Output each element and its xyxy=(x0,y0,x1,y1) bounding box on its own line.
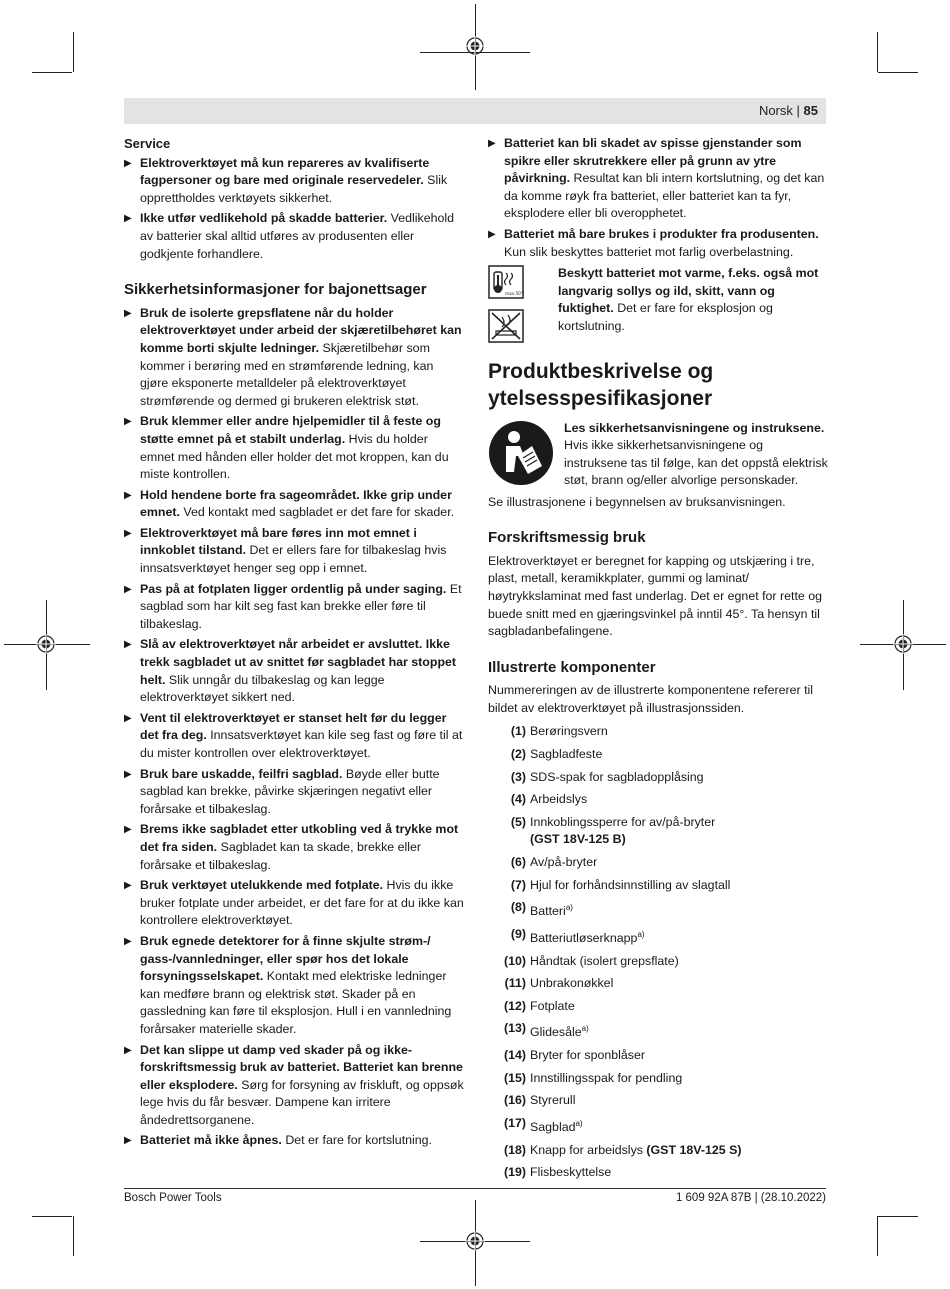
battery-list xyxy=(488,135,828,261)
component-label: Unbrakonøkkel xyxy=(530,976,614,991)
bullet-bold: Batteriet må bare brukes i produkter fra produsenten. xyxy=(504,226,819,241)
bullet-bold: Bruk bare uskadde, feilfri sagblad. xyxy=(140,766,343,781)
component-number: (1) xyxy=(510,724,526,739)
bullet-bold: Ikke utfør vedlikehold på skadde batterier. xyxy=(140,211,388,226)
component-label: Hjul for forhåndsinnstilling av slagtall xyxy=(530,877,731,892)
component-label: Innstillingsspak for pendling xyxy=(530,1070,683,1085)
bullet-item xyxy=(124,155,464,208)
bullet-bold: Bruk verktøyet utelukkende med fotplate. xyxy=(140,878,384,893)
safety-heading: Sikkerhetsinformasjoner for bajonettsager xyxy=(124,281,427,299)
bullet-arrow-icon: ▶ xyxy=(124,639,132,651)
component-label: Arbeidslys xyxy=(530,792,588,807)
component-number: (6) xyxy=(510,855,526,870)
component-label: Flisbeskyttelse xyxy=(530,1165,612,1180)
service-list xyxy=(124,155,464,264)
bullet-arrow-icon: ▶ xyxy=(124,880,132,892)
component-item xyxy=(488,1092,828,1110)
bullet-item xyxy=(124,581,464,634)
footer-rule xyxy=(124,1188,826,1189)
bullet-item xyxy=(124,933,464,1039)
component-number: (12) xyxy=(503,998,526,1013)
bullet-text: Sørg for forsyning av friskluft, og oppsøk lege hvis du får besvær. Dampene kan irritere åndedrettsorganene. xyxy=(140,1077,464,1127)
bullet-bold: Vent til elektroverktøyet er stanset helt før du legger det fra deg. xyxy=(140,710,447,743)
component-label: Batteriutløserknapp xyxy=(530,931,638,946)
footer-brand: Bosch Power Tools xyxy=(124,1192,222,1204)
bullet-text: Slik unngår du tilbakeslag og kan legge elektroverktøyet sikkert ned. xyxy=(140,672,385,705)
component-number: (5) xyxy=(510,814,526,829)
component-number: (18) xyxy=(503,1142,526,1157)
bullet-text: Hvis du ikke bruker fotplate under arbeidet, er det fare for at du ikke kan kontrollere elektroverktøyet. xyxy=(140,878,464,928)
component-label: Glidesåle xyxy=(530,1025,582,1040)
component-item xyxy=(488,953,828,971)
bullet-text: Et sagblad som har kilt seg fast kan brekke eller føre til tilbakeslag. xyxy=(140,581,462,631)
warning-icons xyxy=(488,265,524,343)
page-header xyxy=(124,98,826,124)
component-label: Bryter for sponblåser xyxy=(530,1048,646,1063)
bullet-arrow-icon: ▶ xyxy=(124,583,132,595)
components-heading: Illustrerte komponenter xyxy=(488,658,656,676)
component-label: Batteri xyxy=(530,904,566,919)
bullet-text: Resultat kan bli intern kortslutning, og det kan da komme røyk fra batteriet, eller batteriet kan ta fyr, eksplodere eller bli overopphetet. xyxy=(504,171,825,221)
bullet-bold: Bruk de isolerte grepsflatene når du holder elektroverktøyet under arbeid der skjæretilbehøret kan komme borti skjulte ledninger. xyxy=(140,305,462,355)
no-water-icon xyxy=(488,309,524,343)
crop-mark xyxy=(32,1216,72,1217)
component-label: Berøringsvern xyxy=(530,724,608,739)
component-model: (GST 18V-125 S) xyxy=(646,1142,742,1157)
bullet-item xyxy=(124,710,464,763)
component-number: (10) xyxy=(503,953,526,968)
read-manual-icon xyxy=(488,420,554,486)
components-list xyxy=(488,723,828,1181)
bullet-text: Kun slik beskyttes batteriet mot farlig overbelastning. xyxy=(504,244,794,259)
component-number: (13) xyxy=(503,1021,526,1036)
component-label: Styrerull xyxy=(530,1093,576,1108)
component-label: Håndtak (isolert grepsflate) xyxy=(530,953,679,968)
component-footnote: a) xyxy=(565,903,573,913)
bullet-bold: Bruk klemmer eller andre hjelpemidler til å feste og støtte emnet på et stabilt underlag. xyxy=(140,414,441,446)
bullet-text: Slik opprettholdes verktøyets sikkerhet. xyxy=(140,173,448,205)
page-number: 85 xyxy=(803,103,818,118)
illustrations-note: Se illustrasjonene i begynnelsen av bruksanvisningen. xyxy=(488,494,786,509)
bullet-text: Det er fare for kortslutning. xyxy=(281,1133,433,1148)
component-item xyxy=(488,899,828,921)
heat-warning xyxy=(488,265,828,335)
bullet-text: Skjæretilbehør som kommer i berøring med en strømførende ledning, kan gjøre eksponerte metalldeler på elektroverktøyet strømførende og dermed gi brukeren elektrisk støt. xyxy=(140,340,434,408)
header-language: Norsk xyxy=(758,103,793,118)
component-footnote: a) xyxy=(581,1024,589,1034)
bullet-arrow-icon: ▶ xyxy=(124,307,132,319)
component-item xyxy=(488,1047,828,1065)
bullet-bold: Hold hendene borte fra sageområdet. Ikke grip under emnet. xyxy=(140,487,452,520)
footer-doc-id: 1 609 92A 87B | (28.10.2022) xyxy=(675,1192,826,1204)
component-item xyxy=(488,791,828,809)
bullet-bold: Det kan slippe ut damp ved skader på og ikke-forskriftsmessig bruk av batteriet. Batteriet kan brenne eller eksplodere. xyxy=(140,1042,463,1092)
bullet-item xyxy=(124,525,464,578)
heat-warning-text: Det er fare for eksplosjon og kortslutning. xyxy=(558,301,773,333)
component-label: Sagbladfeste xyxy=(530,747,603,762)
component-item xyxy=(488,926,828,948)
component-item xyxy=(488,877,828,895)
product-heading-line2: ytelsesspesifikasjoner xyxy=(488,386,713,410)
bullet-bold: Batteriet kan bli skadet av spisse gjenstander som spikre eller skrutrekkere eller på grunn av ytre påvirkning. xyxy=(504,136,802,186)
read-manual-text: Hvis ikke sikkerhetsanvisningene og instruksene tas til følge, kan det oppstå elektrisk støt, brann og/eller alvorlige personskader. xyxy=(564,438,828,488)
bullet-text: Hvis du holder emnet med hånden eller holder det mot kroppen, kan du miste kontrollen. xyxy=(140,431,449,482)
bullet-item xyxy=(124,413,464,483)
component-label: Knapp for arbeidslys xyxy=(530,1142,643,1157)
left-column xyxy=(124,135,464,1153)
component-number: (2) xyxy=(510,747,526,762)
component-item xyxy=(488,1020,828,1042)
component-number: (9) xyxy=(510,926,526,941)
bullet-arrow-icon: ▶ xyxy=(124,768,132,780)
bullet-text: Ved kontakt med sagbladet er det fare for skader. xyxy=(179,505,455,520)
component-item xyxy=(488,1164,828,1182)
bullet-arrow-icon: ▶ xyxy=(124,213,132,225)
product-heading-line1: Produktbeskrivelse og xyxy=(488,359,714,383)
registration-mark-icon xyxy=(36,634,56,654)
component-item xyxy=(488,975,828,993)
component-number: (11) xyxy=(504,976,526,991)
bullet-item xyxy=(124,821,464,874)
component-label: Sagblad xyxy=(530,1120,576,1135)
bullet-item xyxy=(124,1042,464,1130)
component-item xyxy=(488,769,828,787)
component-number: (15) xyxy=(503,1070,526,1085)
component-item xyxy=(488,723,828,741)
header-separator: | xyxy=(796,103,800,118)
bullet-bold: Slå av elektroverktøyet når arbeidet er avsluttet. Ikke trekk sagbladet ut av snittet før sagbladet har stoppet helt. xyxy=(140,637,457,687)
read-manual-icon-box xyxy=(488,420,554,492)
component-label: Innkoblingssperre for av/på-bryter xyxy=(530,814,716,829)
bullet-arrow-icon: ▶ xyxy=(488,138,496,149)
component-label: SDS-spak for sagbladopplåsing xyxy=(530,769,704,784)
component-item xyxy=(488,814,828,849)
component-label: Av/på-bryter xyxy=(530,855,598,870)
component-number: (17) xyxy=(503,1115,526,1130)
bullet-arrow-icon: ▶ xyxy=(124,489,132,501)
read-manual-block xyxy=(488,420,828,492)
crop-mark xyxy=(73,1216,74,1256)
bullet-item xyxy=(124,210,464,263)
service-heading: Service xyxy=(124,136,171,151)
max-temp-label: max.50°C xyxy=(505,291,524,297)
registration-mark-icon xyxy=(893,634,913,654)
intended-use-heading: Forskriftsmessig bruk xyxy=(488,529,646,547)
component-footnote: a) xyxy=(575,1118,583,1128)
intended-use-text: Elektroverktøyet er beregnet for kapping og utskjæring i tre, plast, metall, keramikkplater, gummi og laminat/ høytrykkslaminat med fast underlag. Det er egnet for rette og buede snitt med en gjæringsvinkel på inntil 45°. Ta hensyn til sagbladanbefalingene. xyxy=(488,553,823,639)
bullet-bold: Elektroverktøyet må bare føres inn mot emnet i innkoblet tilstand. xyxy=(140,525,417,558)
bullet-text: Kontakt med elektriske ledninger kan medføre brann og elektrisk støt. Skader på en gassledning kan føre til eksplosjon. Hull i en vannledning forårsaker materielle skader. xyxy=(140,969,452,1036)
component-number: (16) xyxy=(503,1093,526,1108)
bullet-arrow-icon: ▶ xyxy=(124,935,132,947)
crop-mark xyxy=(878,1216,918,1217)
bullet-arrow-icon: ▶ xyxy=(124,1135,132,1147)
bullet-item xyxy=(124,636,464,706)
crop-mark xyxy=(878,72,918,73)
component-number: (7) xyxy=(510,877,526,892)
bullet-item xyxy=(488,226,828,261)
crop-mark xyxy=(877,1216,878,1256)
bullet-item xyxy=(124,305,464,411)
components-intro: Nummereringen av de illustrerte komponentene refererer til bildet av elektroverktøyet på illustrasjonssiden. xyxy=(488,683,814,715)
bullet-text: Det er ellers fare for tilbakeslag hvis innsatsverktøyet henger seg opp i emnet. xyxy=(140,543,447,576)
product-heading xyxy=(488,358,828,412)
crop-mark xyxy=(73,32,74,72)
bullet-arrow-icon: ▶ xyxy=(124,416,132,428)
registration-mark-icon xyxy=(465,1231,485,1251)
bullet-item xyxy=(124,1132,464,1150)
bullet-bold: Elektroverktøyet må kun repareres av kvalifiserte fagpersoner og bare med originale reservedeler. xyxy=(140,155,430,188)
component-item xyxy=(488,1070,828,1088)
bullet-arrow-icon: ▶ xyxy=(124,527,132,539)
safety-list xyxy=(124,305,464,1150)
bullet-bold: Batteriet må ikke åpnes. xyxy=(140,1133,282,1148)
bullet-text: Vedlikehold av batterier skal alltid utføres av produsenten eller godkjente forhandlere. xyxy=(140,211,455,261)
header-label xyxy=(759,103,818,118)
bullet-bold: Bruk egnede detektorer for å finne skjulte strøm-/ gass-/vannledninger, eller spør hos det lokale forsyningsselskapet. xyxy=(140,933,431,984)
component-label: Fotplate xyxy=(530,998,575,1013)
component-item xyxy=(488,1115,828,1137)
bullet-text: Innsatsverktøyet kan kile seg fast og føre til at du mister kontrollen over elektroverktøyet. xyxy=(140,728,463,760)
read-manual-bold: Les sikkerhetsanvisningene og instruksene. xyxy=(564,420,825,435)
crop-mark xyxy=(32,72,72,73)
bullet-bold: Pas på at fotplaten ligger ordentlig på under saging. xyxy=(140,581,447,596)
component-item xyxy=(488,1142,828,1160)
component-number: (19) xyxy=(503,1165,526,1180)
component-number: (4) xyxy=(510,792,526,807)
component-footnote: a) xyxy=(637,929,645,939)
bullet-arrow-icon: ▶ xyxy=(124,1044,132,1056)
thermometer-max-temperature-icon xyxy=(488,265,524,299)
component-number: (8) xyxy=(510,900,526,915)
heat-warning-bold: Beskytt batteriet mot varme, f.eks. også mot langvarig sollys og ild, skitt, vann og fuktighet. xyxy=(558,266,819,316)
bullet-item xyxy=(124,487,464,522)
component-number: (3) xyxy=(510,769,526,784)
bullet-arrow-icon: ▶ xyxy=(124,157,132,169)
component-item xyxy=(488,746,828,764)
bullet-item xyxy=(488,135,828,223)
component-item xyxy=(488,854,828,872)
bullet-item xyxy=(124,877,464,930)
bullet-arrow-icon: ▶ xyxy=(124,712,132,724)
component-model: (GST 18V-125 B) xyxy=(530,832,626,847)
registration-mark-icon xyxy=(465,36,485,56)
bullet-arrow-icon: ▶ xyxy=(124,824,132,836)
bullet-text: Sagbladet kan ta skade, brekke eller forårsake et tilbakeslag. xyxy=(140,839,422,872)
crop-mark xyxy=(877,32,878,72)
component-item xyxy=(488,998,828,1016)
component-number: (14) xyxy=(503,1048,526,1063)
bullet-item xyxy=(124,766,464,819)
bullet-bold: Brems ikke sagbladet etter utkobling ved å trykke mot det fra siden. xyxy=(140,822,459,854)
bullet-text: Bøyde eller butte sagblad kan brekke, påvirke skjæringen negativt eller forårsake et tilbakeslag. xyxy=(140,766,440,816)
right-column xyxy=(488,135,828,1187)
bullet-arrow-icon: ▶ xyxy=(488,228,496,240)
